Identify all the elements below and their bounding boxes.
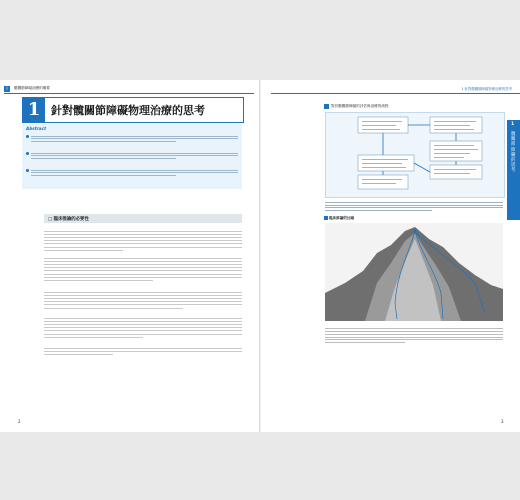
mountain-figure bbox=[325, 223, 503, 321]
page-number: 2 bbox=[18, 419, 21, 424]
bullet-icon bbox=[26, 135, 29, 138]
section-heading: □ 臨床推論的必要性 bbox=[48, 217, 89, 222]
flow-diagram-svg bbox=[326, 113, 504, 197]
figure-badge-icon bbox=[324, 104, 329, 109]
bullet-icon bbox=[26, 169, 29, 172]
figure2-caption bbox=[325, 326, 503, 345]
chapter-label: 髖關節障礙治療的概要 bbox=[14, 86, 50, 90]
body-paragraph bbox=[44, 346, 242, 357]
body-paragraph bbox=[44, 229, 242, 253]
abstract-label: Abstract bbox=[26, 126, 47, 131]
figure1-caption bbox=[325, 200, 503, 213]
book-spread bbox=[0, 80, 520, 432]
section-heading-bar bbox=[44, 214, 242, 223]
header-rule bbox=[4, 93, 254, 94]
chapter-number-tab: I bbox=[4, 86, 10, 92]
section-title: 針對髖關節障礙物理治療的思考 bbox=[51, 104, 205, 117]
header-rule bbox=[271, 93, 520, 94]
right-page bbox=[261, 80, 520, 432]
figure-badge-icon bbox=[324, 216, 328, 220]
bullet-icon bbox=[26, 152, 29, 155]
mountain-svg bbox=[325, 223, 503, 321]
section-number: 1 bbox=[23, 98, 45, 122]
body-paragraph bbox=[44, 256, 242, 283]
flow-diagram bbox=[325, 112, 505, 198]
body-paragraph bbox=[44, 290, 242, 311]
abstract-box bbox=[22, 124, 242, 189]
left-page bbox=[0, 80, 259, 432]
running-head: 1 針對髖關節障礙物理治療的思考 bbox=[461, 87, 512, 91]
section-title-box bbox=[22, 97, 244, 123]
body-paragraph bbox=[44, 316, 242, 340]
figure2-title: 臨床推論的比喻 bbox=[329, 216, 355, 220]
page-number: 3 bbox=[501, 419, 504, 424]
side-tab-number: 1 bbox=[511, 122, 515, 127]
figure1-title: 對於髖關節障礙的評估與治療的流程 bbox=[331, 104, 389, 108]
side-tab-text: 髖關節障礙的思考 bbox=[511, 132, 516, 174]
